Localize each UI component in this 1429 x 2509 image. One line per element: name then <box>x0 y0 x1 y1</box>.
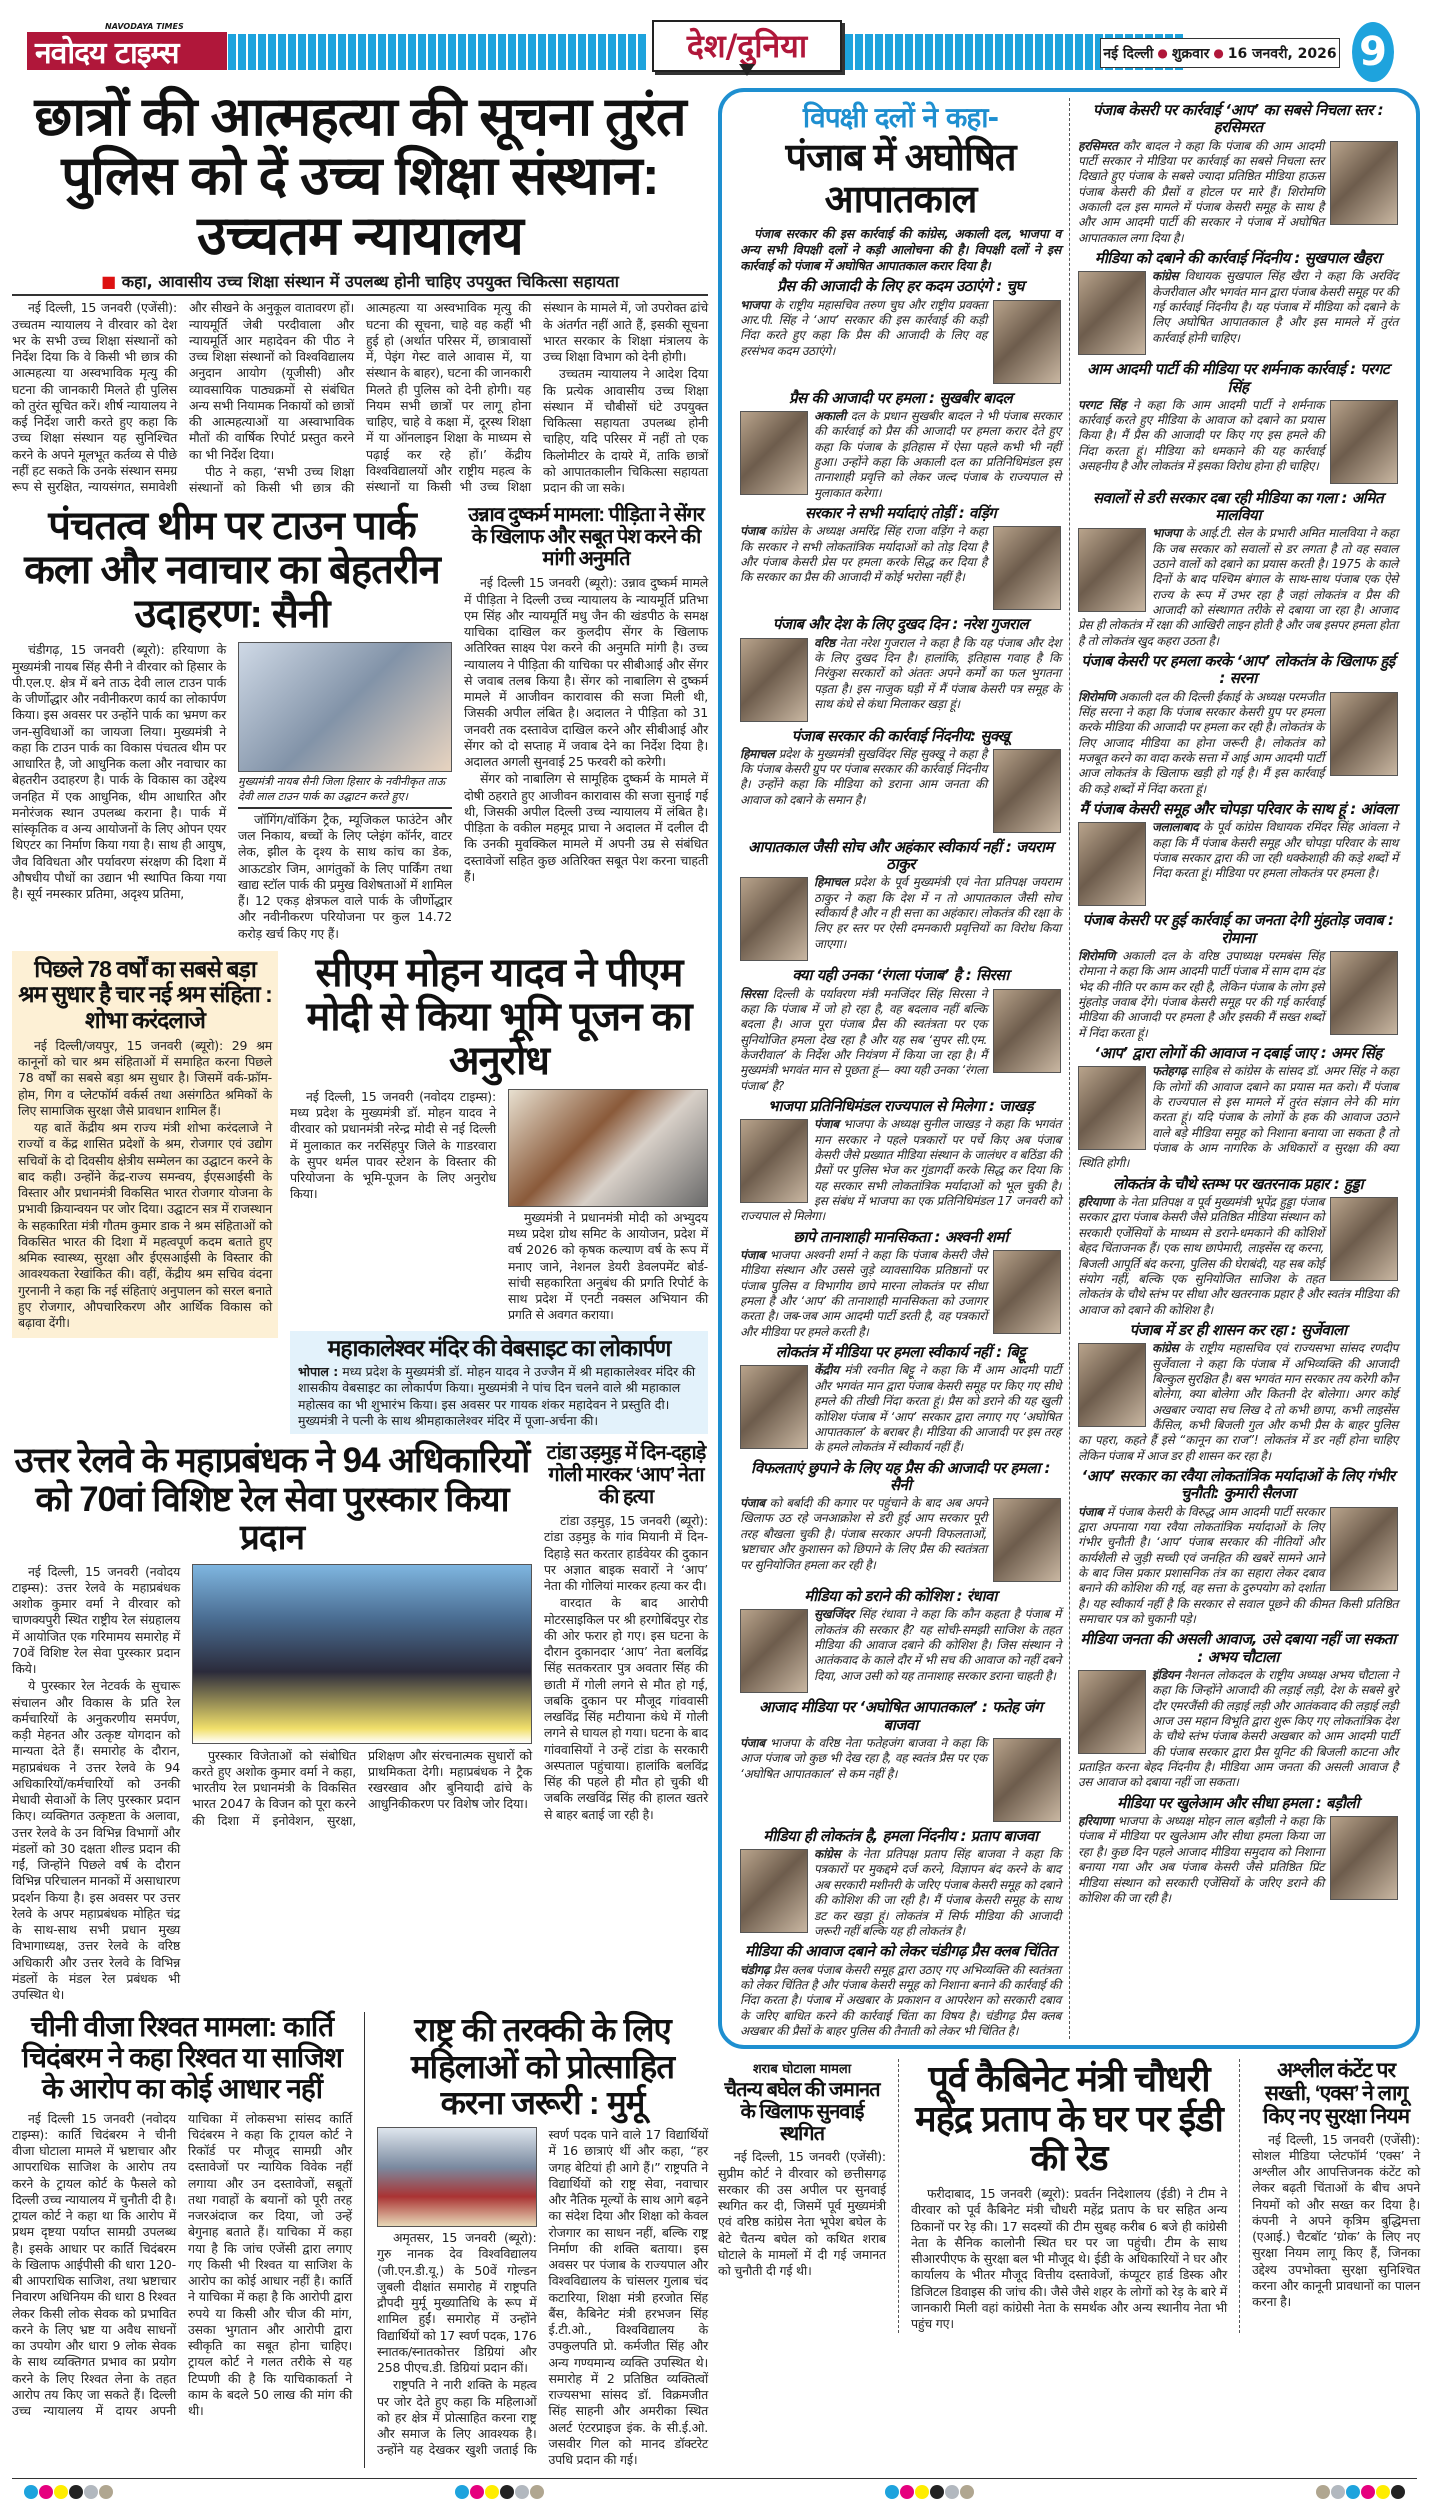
statement-lead: पंजाब <box>740 524 765 539</box>
statement-item <box>1078 1322 1398 1464</box>
baghel-story <box>718 2059 886 2280</box>
city: नई दिल्ली <box>1103 45 1154 62</box>
labour-body <box>18 1038 272 1332</box>
statement-lead: वरिष्ठ <box>814 635 835 650</box>
portrait-photo <box>993 749 1061 833</box>
statement-item <box>740 1828 1061 1939</box>
portrait-photo <box>1078 822 1146 906</box>
visa-body <box>12 2111 352 2420</box>
statement-lead: हिमाचल <box>814 875 849 890</box>
color-registration-marks <box>885 2485 974 2499</box>
statement-body: भाजपा के अध्यक्ष सुनील जाखड़ ने कहा कि भगवंत मान सरकार ने पहले पत्रकारों पर पर्चे किए अब पंजाब केसरी जैसे प्रख्यात मीडिया संस्थान के जालंधर व बठिंडा की प्रैसों पर पुलिस भेज कर गुंडागर्दी करके सिद्ध कर दिया कि यह सरकार सभी लोकतांत्रिक मर्यादाओं को भूल चुकी है। इस संबंध में भाजपा का एक प्रतिनिधिमंडल 17 जनवरी को राज्यपाल से मिलेगा। <box>740 1117 1061 1224</box>
statement-lead: पंजाब <box>740 1496 765 1511</box>
visa-para: नई दिल्ली 15 जनवरी (नवोदय टाइम्स): कार्ति चिदंबरम ने चीनी वीजा घोटाला मामले में भ्रष्टाचार और आपराधिक साजिश के आरोप तय करने के ट्रायल कोर्ट के फैसले को दिल्ली उच्च न्यायालय में चुनौती दी है। ट्रायल कोर्ट ने कहा था कि आरोप में प्रथम दृष्टया पर्याप्त सामग्री उपलब्ध है। इसके आधार पर कार्ति चिदंबरम के खिलाफ आईपीसी की धारा 120-बी आपराधिक साजिश, तथा भ्रष्टाचार निवारण अधिनियम की धारा 8 रिश्वत लेकर किसी लोक सेवक को प्रभावित करने के लिए भ्रष्ट या अवैध साधनों का उपयोग और धारा 9 लोक सेवक के साथ व्यक्तिगत प्रभाव का प्रयोग करने के लिए रिश्वत लेना के तहत आरोप तय किए जा सकते हैं। दिल्ली उच्च न्यायालय में दायर अपनी याचिका में लोकसभा सांसद कार्ति चिदंबरम ने कहा कि ट्रायल कोर्ट ने रिकॉर्ड पर मौजूद सामग्री और दस्तावेजों पर न्यायिक विवेक नहीं लगाया और उन दस्तावेजों, सबूतों तथा गवाहों के बयानों को पूरी तरह नजरअंदाज कर दिया, जो उन्हें बेगुनाह बताते हैं। याचिका में कहा गया है कि जांच एजेंसी द्वारा लगाए गए किसी भी रिश्वत या साजिश के आरोप का कोई आधार नहीं है। कार्ति ने याचिका में कहा है कि आरोपी द्वारा रुपये या किसी और चीज की मांग, उसका भुगतान और आरोपी द्वारा स्वीकृति का सबूत होना चाहिए। ट्रायल कोर्ट ने गलत तरीके से यह टिप्पणी की है कि याचिकाकर्ता ने काम के बदले 50 लाख की मांग की थी। <box>12 2110 352 2419</box>
murmu-body <box>377 2127 708 2468</box>
masthead-brand: नवोदय टाइम्स <box>27 32 227 70</box>
statement-item <box>740 616 1061 723</box>
statement-item <box>740 1699 1061 1824</box>
statement-item <box>1078 1795 1398 1906</box>
statement-lead: चंडीगढ़ <box>740 1962 770 1977</box>
statement-headline: पंजाब केसरी पर हुई कार्रवाई का जनता देगी मुंहतोड़ जवाब : रोमाना <box>1082 911 1394 947</box>
statement-headline: लोकतंत्र के चौथे स्तम्भ पर खतरनाक प्रहार : हुड्डा <box>1113 1174 1363 1193</box>
statement-body: के नेता प्रतिपक्ष प्रताप सिंह बाजवा ने कहा कि पत्रकारों पर मुकद्दमे दर्ज करने, विज्ञापन बंद करने के बाद अब सरकारी मशीनरी के जरिए पंजाब केसरी समूह को दबाने की कोशिश की जा रही है। मैं पंजाब केसरी समूह के साथ डट कर खड़ा हूं। लोकतंत्र में सिर्फ मीडिया की आजादी जरूरी नहीं बल्कि यह ही लोकतंत्र है। <box>814 1847 1061 1938</box>
color-registration-marks <box>24 2485 113 2499</box>
statement-item <box>1078 250 1398 357</box>
portrait-photo <box>993 526 1061 610</box>
section-label: देश/दुनिया <box>652 20 842 72</box>
statement-body: प्रदेश के पूर्व मुख्यमंत्री एवं नेता प्रतिपक्ष जयराम ठाकुर ने कहा कि देश में न तो आपातकाल जैसी सोच स्वीकार्य है और न ही सत्ता का अहंकार। लोकतंत्र की रक्षा के लिए हर स्तर पर ऐसी दमनकारी प्रवृत्तियों का विरोध किया जाएगा। <box>814 875 1061 951</box>
statement-lead: पंजाब <box>740 1248 765 1263</box>
park-unnao-row <box>12 504 708 943</box>
portrait-photo <box>1078 1066 1146 1150</box>
statement-body: सिंह रंधावा ने कहा कि कौन कहता है पंजाब में लोकतंत्र की सरकार है? यह सोची-समझी साजिश के तहत मीडिया की आवाज दबाने की कोशिश है। जिस संस्थान ने आतंकवाद के काले दौर में भी सच की आवाज को नहीं दबने दिया, आज उसी को यह तानाशाह सरकार डराना चाहती है। <box>814 1607 1061 1683</box>
lead-headline: छात्रों की आत्महत्या की सूचना तुरंत पुलिस को दें उच्च शिक्षा संस्थान: उच्चतम न्यायालय <box>34 87 686 266</box>
statement-headline: मीडिया पर खुलेआम और सीधा हमला : बड़ौली <box>1117 1793 1359 1812</box>
column-divider <box>364 2012 365 2468</box>
unnao-headline: उन्नाव दुष्कर्म मामला: पीड़िता ने सेंगर के खिलाफ और सबूत पेश करने की मांगी अनुमति <box>468 504 704 571</box>
mohan-column <box>290 951 708 1434</box>
railway-para: नई दिल्ली, 15 जनवरी (नवोदय टाइम्स): उत्तर रेलवे के महाप्रबंधक अशोक कुमार वर्मा ने वीरवार को चाणक्यपुरी स्थित राष्ट्रीय रेल संग्रहालय में आयोजित एक गरिमामय समारोह में 70वें विशिष्ट रेल सेवा पुरस्कार प्रदान किये। <box>12 1563 180 1676</box>
statement-item <box>740 1588 1061 1695</box>
lead-body <box>12 300 708 496</box>
railway-body-col3 <box>192 1748 532 1829</box>
page-footer <box>12 2478 1417 2509</box>
baghel-kicker: शराब घोटाला मामला <box>752 2062 852 2078</box>
baghel-body <box>718 2149 886 2279</box>
portrait-photo <box>740 411 808 495</box>
labour-headline: पिछले 78 वर्षों का सबसे बड़ा श्रम सुधार है चार नई श्रम संहिता : शोभा करंदलाजे <box>18 955 272 1033</box>
statement-item <box>1078 1631 1398 1790</box>
statement-headline: ‘आप’ सरकार का रवैया लोकतांत्रिक मर्यादाओं के लिए गंभीर चुनौती: कुमारी सैलजा <box>1081 1467 1395 1503</box>
labour-box <box>12 951 278 1338</box>
statement-headline: पंजाब सरकार की कार्रवाई निंदनीय: सुक्खू <box>791 726 1010 745</box>
statement-item <box>1078 912 1398 1041</box>
tanda-para: वारदात के बाद आरोपी मोटरसाइकिल पर श्री हरगोबिंदपुर रोड की ओर फरार हो गए। इस घटना के दौरान दुकानदार ‘आप’ नेता बलविंद्र सिंह सतकरतार पुत्र अवतार सिंह की छाती में गोली लगने से मौत हो गई, जबकि दुकान पर मौजूद गांववासी लखविंद्र सिंह मटीयाना कंधे में गोली लगने से घायल हो गया। घटना के बाद गांववासियों ने उन्हें टांडा के सरकारी अस्पताल पहुंचाया। हालांकि बलविंद्र सिंह की पहले ही मौत हो चुकी थी जबकि लखविंद्र सिंह की हालत खतरे से बाहर बताई जा रही है। <box>544 1595 708 1822</box>
statement-body: अकाली दल के वरिष्ठ उपाध्यक्ष परमबंस सिंह रोमाना ने कहा कि आम आदमी पार्टी पंजाब में साम दाम दंड भेद की नीति पर काम कर रही है, लेकिन पंजाब के लोग इसे मुंहतोड़ जवाब देंगे। पंजाब केसरी समूह पर की गई कार्रवाई मीडिया की आजादी पर हमला है और इसकी मैं सख्त शब्दों में निंदा करता हूं। <box>1078 948 1324 1040</box>
statement-headline: सरकार ने सभी मर्यादाएं तोड़ीं : वड़िंग <box>804 504 997 522</box>
statement-lead: हरसिमरत <box>1078 138 1118 153</box>
mohan-body <box>290 1089 496 1204</box>
park-story <box>12 504 452 943</box>
park-caption: मुख्यमंत्री नायब सैनी जिला हिसार के नवीनीकृत ताऊ देवी लाल टाउन पार्क का उद्घाटन करते हुए। <box>238 772 452 809</box>
statement-body: विधायक सुखपाल सिंह खैरा ने कहा कि अरविंद केजरीवाल और भगवंत मान द्वारा पंजाब केसरी समूह पर की गई कार्रवाई निंदनीय है। यह पंजाब में मीडिया को दबाने के लिए अघोषित आपातकाल है और इस मामले में तुरंत कार्रवाई होनी चाहिए। <box>1152 269 1398 345</box>
statement-item <box>1078 490 1398 649</box>
punjab-left-column <box>732 98 1069 2039</box>
ed-raid-story <box>911 2059 1227 2333</box>
tanda-body <box>544 1513 708 1823</box>
portrait-photo <box>1078 1343 1146 1427</box>
statement-list-left <box>740 278 1061 2039</box>
statement-headline: क्या यही उनका ‘रंगला पंजाब’ है : सिरसा <box>792 966 1009 985</box>
lead-para: पीठ ने कहा, ‘सभी उच्च शिक्षा संस्थानों को किसी भी छात्र की आत्महत्या या अस्वभाविक मृत्यु की घटना की सूचना, चाहे वह कहीं भी हुई हो (अर्थात परिसर में, छात्रावासों में, पेइंग गेस्ट वाले आवास में, या संस्थान के बाहर), घटना की जानकारी मिलते ही पुलिस को देनी होगी। यह नियम सभी छात्रों पर लागू होना चाहिए, चाहे वे कक्षा में, दूरस्थ शिक्षा में या ऑनलाइन शिक्षा के माध्यम से पढ़ाई कर रहे हों।’ केंद्रीय विश्वविद्यालयों और राष्ट्रीय महत्व के संस्थानों या किसी भी उच्च शिक्षा संस्थान के मामले में, जो उपरोक्त ढांचे के अंतर्गत नहीं आते हैं, इसकी सूचना भारत सरकार के शिक्षा मंत्रालय के उच्च शिक्षा विभाग को देनी होगी। <box>189 300 708 496</box>
statement-body: दिल्ली के पर्यावरण मंत्री मनजिंदर सिंह सिरसा ने कहा कि पंजाब में जो हो रहा है, वह बदलाव नहीं बल्कि बदला है। आज पूरा पंजाब प्रैस की स्वतंत्रता पर एक सुनियोजित हमला देख रहा है और यह सब ‘सुपर सी.एम. केजरीवाल’ के निर्देश और नियंत्रण में किया जा रहा है। मैं मुख्यमंत्री भगवंत मान से पूछता हूं— क्या यही उनका ‘रंगला पंजाब’ है? <box>740 986 987 1093</box>
railway-tanda-row <box>12 1442 708 2004</box>
portrait-photo <box>1078 271 1146 355</box>
park-photo <box>238 642 452 772</box>
ed-body <box>911 2186 1227 2332</box>
statement-item <box>740 728 1061 835</box>
left-region <box>12 88 708 2468</box>
statement-lead: शिरोमणि <box>1078 689 1116 704</box>
statement-item <box>1078 1045 1398 1172</box>
statement-body: के राष्ट्रीय महासचिव तरुण चुघ और राष्ट्रीय प्रवक्ता आर.पी. सिंह ने ‘आप’ सरकार की इस कार्रवाई की कड़ी निंदा करते हुए कहा कि प्रैस की आजादी के लिए वह हरसंभव कदम उठाएंगे। <box>740 297 987 358</box>
statement-headline: मीडिया को दबाने की कार्रवाई निंदनीय : सुखपाल खैहरा <box>1094 249 1382 268</box>
park-body-col1 <box>12 642 226 903</box>
portrait-photo <box>1330 692 1398 776</box>
statement-lead: हिमाचल <box>740 746 775 761</box>
tanda-para: टांडा उड़मुड़, 15 जनवरी (ब्यूरो): टांडा उड़मुड़ के गांव मियानी में दिन-दिहाड़े सत करतार हार्डवेयर की दुकान पर अज्ञात बाइक सवारों ने ‘आप’ नेता की गोलियां मारकर हत्या कर दी। <box>544 1513 708 1593</box>
statement-text <box>740 1963 1061 2040</box>
statement-body: के राष्ट्रीय महासचिव एवं राज्यसभा सांसद रणदीप सुर्जेवाला ने कहा कि पंजाब में अभिव्यक्ति की आजादी बिल्कुल सुरक्षित है। बस भगवंत मान सरकार तय करेगी कौन बोलेगा, क्या बोलेगा और कितनी देर बोलेगा। अगर कोई अखबार ज्यादा सच लिख दे तो कभी छापा, कभी लाइसेंस कैंसिल, कभी बिजली गुल और कभी प्रैस के बाहर पुलिस का पहरा, कहते हैं इसे “कानून का राज”! लोकतंत्र में डर नहीं होना चाहिए लेकिन पंजाब में आज डर ही शासन कर रहा है। <box>1078 1341 1398 1463</box>
statement-headline: आपातकाल जैसी सोच और अहंकार स्वीकार्य नहीं : जयराम ठाकुर <box>748 837 1053 873</box>
unnao-para: नई दिल्ली 15 जनवरी (ब्यूरो): उन्नाव दुष्कर्म मामले में पीड़िता ने दिल्ली उच्च न्यायालय के न्यायमूर्ति प्रतिभा एम सिंह और न्यायमूर्ति मधु जैन की खंडपीठ के समक्ष याचिका दाखिल कर कुलदीप सेंगर के खिलाफ अतिरिक्त साक्ष्य पेश करने की अनुमति मांगी है। उच्च न्यायालय ने पीड़िता की याचिका पर सीबीआई और सेंगर से जवाब तलब किया है। सेंगर को नाबालिग से दुष्कर्म मामले में आजीवन कारावास की सजा मिली थी, जिसकी अपील लंबित है। अदालत ने पीड़िता को 31 जनवरी तक दस्तावेज दाखिल करने और सीबीआई और सेंगर को दो सप्ताह में जवाब देने का निर्देश दिया है। अदालत अगली सुनवाई 25 फरवरी को करेगी। <box>464 575 708 770</box>
statement-body: को बर्बादी की कगार पर पहुंचाने के बाद अब अपने खिलाफ उठ रहे जनआक्रोश से डरी हुई आप सरकार पूरी तरह बौखला चुकी है। पंजाब सरकार अपनी विफलताओं, भ्रष्टाचार और कुशासन को छिपाने के लिए प्रैस की स्वतंत्रता पर सुनियोजित हमला कर रही है। <box>740 1496 987 1572</box>
x-rules-headline: अश्लील कंटेंट पर सख्ती, ‘एक्स’ ने लागू किए नए सुरक्षा नियम <box>1262 2059 1410 2129</box>
bullet-icon: ● <box>1213 46 1224 60</box>
portrait-photo <box>740 877 808 961</box>
statement-item <box>740 1098 1061 1225</box>
portrait-photo <box>1330 400 1398 484</box>
statement-item <box>1078 1468 1398 1627</box>
portrait-photo <box>993 300 1061 384</box>
column-divider <box>1239 2059 1240 2333</box>
lead-story <box>12 272 708 496</box>
unnao-story <box>464 504 708 886</box>
page-body <box>0 88 1429 2468</box>
park-para: जॉगिंग/वॉकिंग ट्रैक, म्यूजिकल फाउंटेन और जल निकाय, बच्चों के लिए प्लेइंग कॉर्नर, वाटर लेक, झील के दृश्य के साथ कांच का डेक, आऊटडोर जिम, आगंतुकों के लिए पार्किंग तथा खाद्य स्टॉल पार्क की प्रमुख विशेषताओं में शामिल हैं। 12 एकड़ क्षेत्रफल वाले पार्क के जीर्णोद्धार और नवीनीकरण परियोजना पर कुल 14.72 करोड़ खर्च किए गए हैं। <box>238 811 452 941</box>
statement-headline: प्रैस की आजादी पर हमला : सुखबीर बादल <box>788 388 1013 407</box>
portrait-photo <box>740 1119 808 1203</box>
statement-item <box>1078 102 1398 246</box>
statement-body: नेता नरेश गुजराल ने कहा है कि यह पंजाब और देश के लिए दुखद दिन है। हालांकि, इतिहास गवाह है कि निरंकुश सरकारों को अंततः अपने कर्मों का फल भुगतना पड़ता है। इस नाजुक घड़ी में मैं पंजाब केसरी पत्र समूह के साथ कंधे से कंधा मिलाकर खड़ा हूं। <box>814 635 1061 711</box>
portrait-photo <box>993 1738 1061 1822</box>
mahakal-body: मध्य प्रदेश के मुख्यमंत्री डॉ. मोहन यादव ने उज्जैन में श्री महाकालेश्वर मंदिर की शासकीय वेबसाइट का लोकार्पण किया। मुख्यमंत्री ने पांच दिन चलने वाले श्री महाकाल महोत्सव का भी शुभारंभ किया। इस अवसर पर गायक शंकर महादेवन ने प्रस्तुति दी। मुख्यमंत्री ने पत्नी के साथ श्रीमहाकालेश्वर मंदिर में पूजा-अर्चना की। <box>298 1364 696 1428</box>
baghel-headline: चैतन्य बघेल की जमानत के खिलाफ सुनवाई स्थगित <box>724 2079 880 2146</box>
mohan-body-col2 <box>508 1210 708 1324</box>
column-divider <box>898 2059 899 2333</box>
mohan-modi-photo <box>508 1089 708 1207</box>
statement-lead: कांग्रेस <box>1152 269 1179 284</box>
tanda-story <box>544 1442 708 1824</box>
statement-body: के पूर्व कांग्रेस विधायक रमिंदर सिंह आंवला ने कहा कि मैं पंजाब केसरी समूह और चोपड़ा परिवार के साथ पंजाब सरकार द्वारा की जा रही धक्केशाही की कड़े शब्दों में निंदा करता हूं। मीडिया पर हमला लोकतंत्र पर हमला है। <box>1152 820 1398 881</box>
statement-headline: मीडिया को डराने की कोशिश : रंधावा <box>804 1587 997 1606</box>
statement-lead: फतेहगढ़ <box>1152 1064 1187 1079</box>
statement-headline: छापे तानाशाही मानसिकता : अश्वनी शर्मा <box>793 1227 1008 1246</box>
portrait-photo <box>1078 1670 1146 1754</box>
statement-lead: भाजपा <box>740 297 770 312</box>
tanda-headline: टांडा उड़मुड़ में दिन-दहाड़े गोली मारकर ‘आप’ नेता की हत्या <box>546 1442 706 1508</box>
portrait-photo <box>1330 141 1398 225</box>
statement-headline: पंजाब केसरी पर कार्रवाई ‘आप’ का सबसे निचला स्तर : हरसिमरत <box>1092 101 1384 137</box>
visa-story <box>12 2012 352 2420</box>
dateline-box <box>1100 38 1340 68</box>
statement-body: कांग्रेस के अध्यक्ष अमरिंद्र सिंह राजा वड़िंग ने कहा कि सरकार ने सभी लोकतांत्रिक मर्यादाओं को तोड़ दिया है और पंजाब केसरी प्रेस पर हमला करके सिद्ध कर दिया है कि सरकार का प्रैस की आजादी में कोई भरोसा नहीं है। <box>740 524 987 585</box>
railway-headline: उत्तर रेलवे के महाप्रबंधक ने 94 अधिकारियों को 70वां विशिष्ट रेल सेवा पुरस्कार किया प्रदान <box>14 1441 530 1557</box>
statement-headline: लोकतंत्र में मीडिया पर हमला स्वीकार्य नहीं : बिट्टू <box>775 1343 1026 1362</box>
statement-lead: पंजाब <box>740 1735 765 1750</box>
statement-body: ने कहा कि आम आदमी पार्टी ने शर्मनाक कार्रवाई करते हुए मीडिया के आवाज को दबाने का प्रयास किया है। मैं प्रैस की आजादी पर किए गए इस हमले की निंदा करता हूं। मीडिया को धमकाने की यह कार्रवाई असहनीय है और लोकतंत्र में इसका विरोध होना ही चाहिए। <box>1078 397 1324 474</box>
statement-lead: परगट सिंह <box>1078 397 1126 412</box>
statement-item <box>740 1460 1061 1585</box>
portrait-photo <box>993 1498 1061 1582</box>
statement-item <box>740 967 1061 1094</box>
portrait-photo <box>740 1609 808 1693</box>
murmu-convocation-photo <box>377 2127 537 2227</box>
statement-body: मंत्री रवनीत बिट्टू ने कहा कि मैं आम आदमी पार्टी और भगवंत मान द्वारा पंजाब केसरी समूह पर किए गए सीधे हमले की तीखी निंदा करता हूं। प्रैस को डराने की यह खुली कोशिश पंजाब में ‘आप’ सरकार द्वारा लगाए गए ‘अघोषित आपातकाल’ के बराबर है। मीडिया की आजादी पर इस तरह के हमले लोकतंत्र में स्वीकार्य नहीं हैं। <box>814 1363 1061 1455</box>
statement-lead: कांग्रेस <box>1152 1341 1179 1356</box>
statement-body: दल के प्रधान सुखबीर बादल ने भी पंजाब सरकार की कार्रवाई को प्रैस की आजादी पर हमला करार देते हुए कहा कि पंजाब के इतिहास में ऐसा पहले कभी भी नहीं हुआ। उन्होंने कहा कि अकाली दल का प्रतिनिधिमंडल इस तानाशाही प्रवृत्ति को लेकर जल्द पंजाब के राज्यपाल से मुलाकात करेगा। <box>814 408 1061 500</box>
statement-headline: पंजाब केसरी पर हमला करके ‘आप’ लोकतंत्र के खिलाफ हुई : सरना <box>1081 652 1395 688</box>
statement-lead: इंडियन <box>1152 1667 1180 1682</box>
square-bullet-icon: ■ <box>101 272 122 292</box>
statement-lead: पंजाब <box>1078 1504 1103 1519</box>
header-stripes-left <box>228 34 648 70</box>
labour-para: यह बातें केंद्रीय श्रम राज्य मंत्री शोभा करंदलाजे ने राज्यों व केंद्र शासित प्रदेशों के श्रम, रोजगार एवं उद्योग सचिवों के दो दिवसीय क्षेत्रीय सम्मेलन का उद्घाटन करने के बाद कही। उन्होंने केंद्र-राज्य समन्वय, ईएसआईसी के विस्तार और प्रधानमंत्री विकसित भारत रोजगार योजना के प्रभावी क्रियान्वयन पर जोर दिया। उद्घाटन सत्र में राजस्थान के सहकारिता मंत्री गौतम कुमार डाक ने श्रम संहिताओं को विकसित भारत की दिशा में महत्वपूर्ण कदम बताते हुए श्रमिक स्वास्थ्य, सुरक्षा और ईएसआईसी के विस्तार की आवश्यकता रेखांकित की। वहीं, केंद्रीय श्रम सचिव वंदना गुरनानी ने कहा कि नई संहिताएं अनुपालन को सरल बनाते हुए रोजगार, औपचारिकरण और आर्थिक विकास को बढ़ावा देंगी। <box>18 1120 272 1331</box>
statement-body: में पंजाब केसरी के विरुद्ध आम आदमी पार्टी सरकार द्वारा अपनाया गया रवैया लोकतांत्रिक मर्यादाओं के लिए गंभीर चुनौती है। ‘आप’ पंजाब सरकार की नीतियों और कार्यशैली से जुड़ी सच्ची एवं जनहित की खबरें सामने आने के बाद जिस प्रकार प्रशासनिक तंत्र का सहारा लेकर दबाव बनाने की कोशिश की गई, वह सत्ता के दुरुपयोग को दर्शाता है। यह स्वीकार्य नहीं है कि सरकार से सवाल पूछने की कीमत किसी प्रतिष्ठित समाचार पत्र को चुकानी पड़े। <box>1078 1504 1398 1627</box>
punjab-headline: पंजाब में अघोषित आपातकाल <box>785 137 1016 221</box>
statement-body: भाजपा के वरिष्ठ नेता फतेहजंग बाजवा ने कहा कि आज पंजाब जो कुछ भी देख रहा है, वह स्वतंत्र प्रैस पर एक ‘अघोषित आपातकाल’ से कम नहीं है। <box>740 1735 987 1781</box>
weekday: शुक्रवार <box>1171 45 1210 62</box>
statement-item <box>1078 361 1398 486</box>
statement-item <box>740 278 1061 385</box>
color-registration-marks <box>1316 2485 1405 2499</box>
statement-body: के आई.टी. सेल के प्रभारी अमित मालविया ने कहा कि जब सरकार को सवालों से डर लगता है तो वह सवाल उठाने वालों को दबाने का प्रयास करती है। 1975 के काले दिनों के बाद पश्चिम बंगाल के साथ-साथ पंजाब एक ऐसे राज्य के रूप में उभर रहा है जहां लोकतंत्र व प्रैस की आजादी को संस्थागत तरीके से दबाया जा रहा है। आजाद प्रेस ही लोकतंत्र में रक्षा की आखिरी लाइन होती है और जब इसपर हमला होता है तो लोकतंत्र खुद कहरा उठता है। <box>1078 526 1398 648</box>
visa-headline: चीनी वीजा रिश्वत मामला: कार्ति चिदंबरम ने कहा रिश्वत या साजिश के आरोप का कोई आधार नहीं <box>21 2011 343 2104</box>
statement-lead: जलालाबाद <box>1152 820 1199 835</box>
statement-body: भाजपा अश्वनी शर्मा ने कहा कि पंजाब केसरी जैसे मीडिया संस्थान और उससे जुड़े व्यावसायिक प्रतिष्ठानों पर पंजाब पुलिस व विभागीय छापे मारना लोकतंत्र पर सीधा हमला है और ‘आप’ की तानाशाही मानसिकता को उजागर करता है। जब-जब आम आदमी पार्टी डरती है, वह पत्रकारों और मीडिया पर हमले करती है। <box>740 1248 987 1339</box>
statement-lead: हरियाणा <box>1078 1195 1114 1210</box>
bottom-right-row <box>718 2059 1420 2333</box>
portrait-photo <box>1330 1197 1398 1281</box>
park-col2 <box>238 642 452 943</box>
lead-para: नई दिल्ली, 15 जनवरी (एजेंसी): उच्चतम न्यायालय ने वीरवार को देश भर के सभी उच्च शिक्षा संस्थानों को निर्देश दिया कि वे किसी भी छात्र की आत्महत्या या अस्वभाविक मृत्यु की घटना की जानकारी मिलते ही पुलिस को तुरंत सूचित करें। शीर्ष न्यायालय ने कई निर्देश जारी करते हुए कहा कि उच्च शिक्षा संस्थान यह सुनिश्चित करने के अपने मूलभूत कर्तव्य से पीछे नहीं हट सकते कि उनके संस्थान समग्र रूप से सुरक्षित, न्यायसंगत, समावेशी और सीखने के अनुकूल वातावरण हों। न्यायमूर्ति जेबी परदीवाला और न्यायमूर्ति आर महादेवन की पीठ ने उच्च शिक्षा संस्थानों को विश्वविद्यालय अनुदान आयोग (यूजीसी) और व्यावसायिक पाठ्यक्रमों से संबंधित अन्य सभी नियामक निकायों को छात्रों की आत्महत्याओं या अस्वाभाविक मौतों की वार्षिक रिपोर्ट प्रस्तुत करने का भी निर्देश दिया। <box>12 300 354 495</box>
railway-body-col1 <box>12 1564 180 2005</box>
statement-headline: पंजाब और देश के लिए दुखद दिन : नरेश गुजराल <box>772 615 1029 634</box>
park-para: चंडीगढ़, 15 जनवरी (ब्यूरो): हरियाणा के मुख्यमंत्री नायब सिंह सैनी ने वीरवार को हिसार के पी.एल.ए. क्षेत्र में बने ताऊ देवी लाल टाउन पार्क के जीर्णोद्धार और नवीनीकरण कार्य का लोकार्पण किया। इस अवसर पर उन्होंने पार्क का भ्रमण कर जन-सुविधाओं का जायजा लिया। मुख्यमंत्री ने कहा कि टाउन पार्क का विकास पंचतत्व थीम पर आधारित है, जो आधुनिक कला और नवाचार का बेहतरीन उदाहरण है। पार्क के विकास का उद्देश्य जनहित में एक आधुनिक, थीम आधारित और मनोरंजक स्थान उपलब्ध कराना है। पार्क में सांस्कृतिक व अन्य आयोजनों के लिए ओपन एयर थिएटर का निर्माण किया गया है। साथ ही आयुष, जैव विविधता और पर्यावरण संरक्षण की दिशा में औषधीय पौधों का उद्यान भी स्थापित किया गया है। सूर्य नमस्कार प्रतिमा, अदृश्य प्रतिमा, <box>12 642 226 902</box>
date: 16 जनवरी, 2026 <box>1227 45 1337 62</box>
portrait-photo <box>1330 1816 1398 1900</box>
visa-murmu-row <box>12 2012 708 2468</box>
portrait-photo <box>993 1250 1061 1334</box>
mahakal-place: भोपाल : <box>298 1364 339 1379</box>
statement-headline: ‘आप’ द्वारा लोगों की आवाज न दबाई जाए : अमर सिंह <box>1094 1044 1382 1063</box>
statement-headline: पंजाब में डर ही शासन कर रहा : सुर्जेवाला <box>1129 1320 1347 1339</box>
statement-body: भाजपा के अध्यक्ष मोहन लाल बड़ौली ने कहा कि पंजाब में मीडिया पर खुलेआम और सीधा हमला किया जा रहा है। कुछ दिन पहले आजाद मीडिया समुदाय को निशाना बनाया गया और अब पंजाब केसरी जैसे प्रतिष्ठित प्रिंट मीडिया संस्थान को सरकारी एजेंसियों के जरिए डराने की कोशिश की जा रही है। <box>1078 1814 1324 1905</box>
statement-headline: आजाद मीडिया पर ‘अघोषित आपातकाल’ : फतेह जंग बाजवा <box>758 1698 1043 1734</box>
statement-body: प्रैस क्लब पंजाब केसरी समूह द्वारा उठाए गए अभिव्यक्ति की स्वतंत्रता को लेकर चिंतित है और पंजाब केसरी समूह को निशाना बनाने की कार्रवाई की निंदा करता है। पंजाब में अखबार के प्रकाशन व आपरेशन को सरकारी दबाव के जरिए बाधित करने की कार्रवाई चिंता का विषय है। चंडीगढ़ प्रैस क्लब अखबार की प्रैसों के बाहर पुलिस की तैनाती को लेकर भी चिंतित है। <box>740 1962 1061 2038</box>
statement-headline: सवालों से डरी सरकार दबा रही मीडिया का गला : अमित मालविया <box>1092 488 1384 525</box>
mohan-para: नई दिल्ली, 15 जनवरी (नवोदय टाइम्स): मध्य प्रदेश के मुख्यमंत्री डॉ. मोहन यादव ने वीरवार को प्रधानमंत्री नरेन्द्र मोदी से नई दिल्ली में मुलाकात कर नरसिंहपुर जिले के गाडरवारा के सुपर थर्मल पावर स्टेशन के विस्तार की परियोजना के भूमि-पूजन के लिए अनुरोध किया। <box>290 1088 496 1202</box>
lead-subhead <box>12 272 708 296</box>
statement-item <box>1078 801 1398 908</box>
page-number: 9 <box>1352 22 1394 82</box>
portrait-photo <box>1078 528 1146 612</box>
bullet-icon: ● <box>1157 46 1168 60</box>
statement-headline: विफलताएं छुपाने के लिए यह प्रैस की आजादी पर हमला : सैनी <box>750 1458 1051 1494</box>
punjab-feature-box <box>718 88 1420 2049</box>
portrait-photo <box>1330 951 1398 1035</box>
statement-item <box>740 390 1061 501</box>
statement-list-right <box>1078 102 1398 1906</box>
railway-award-photo <box>192 1564 532 1744</box>
baghel-para: नई दिल्ली, 15 जनवरी (एजेंसी): सुप्रीम कोर्ट ने वीरवार को छत्तीसगढ़ सरकार की उस अपील पर सुनवाई स्थगित कर दी, जिसमें पूर्व मुख्यमंत्री एवं वरिष्ठ कांग्रेस नेता भूपेश बघेल के बेटे चैतन्य बघेल को कथित शराब घोटाले के मामलों में दी गई जमानत को चुनौती दी गई थी। <box>718 2149 886 2279</box>
murmu-headline: राष्ट्र की तरक्की के लिए महिलाओं को प्रोत्साहित करना जरूरी : मुर्मू <box>410 2011 675 2121</box>
unnao-body <box>464 575 708 885</box>
statement-item <box>740 1943 1061 2039</box>
mohan-para: मुख्यमंत्री ने प्रधानमंत्री मोदी को अभ्युदय मध्य प्रदेश ग्रोथ समिट के आयोजन, प्रदेश में वर्ष 2026 को कृषक कल्याण वर्ष के रूप में मनाए जाने, नेशनल डेयरी डेवलपमेंट बोर्ड-सांची सहकारिता अनुबंध की प्रगति रिपोर्ट के साथ प्रदेश में एनटी नक्सल अभियान की प्रगति से अवगत कराया। <box>508 1209 708 1323</box>
statement-headline: मीडिया की आवाज दबाने को लेकर चंडीगढ़ प्रैस क्लब चिंतित <box>744 1942 1057 1961</box>
statement-body: नैशनल लोकदल के राष्ट्रीय अध्यक्ष अभय चौटाला ने कहा कि जिन्होंने आजादी की लड़ाई लड़ी, देश के सबसे बुरे दौर एमरजैंसी की लड़ाई लड़ी और आतंकवाद की लड़ाई लड़ी आज उस महान विभूति द्वारा शुरू किए गए लोकतांत्रिक देश के चौथे स्तंभ पंजाब केसरी अखबार को आम आदमी पार्टी की पंजाब सरकार द्वारा प्रैस यूनिट की बिजली काटना और प्रताड़ित करना बेहद निंदनीय है। मीडिया आम जनता की असली आवाज है उस आवाज को दबाया नहीं जा सकता। <box>1078 1667 1398 1790</box>
statement-lead: कांग्रेस <box>814 1847 841 1862</box>
railway-para: ये पुरस्कार रेल नेटवर्क के सुचारू संचालन और विकास के प्रति रेल कर्मचारियों के अनुकरणीय समर्पण, कड़ी मेहनत और उत्कृष्ट योगदान को मान्यता देते हैं। समारोह के दौरान, महाप्रबंधक ने उत्तर रेलवे के 94 अधिकारियों/कर्मचारियों को उनकी मेधावी सेवाओं के लिए पुरस्कार प्रदान किए। व्यक्तिगत उत्कृष्टता के अलावा, उत्तर रेलवे के उन विभिन्न विभागों और मंडलों को 30 दक्षता शील्ड प्रदान की गईं, जिन्होंने पिछले वर्ष के दौरान विभिन्न परिचालन मानकों में असाधारण प्रदर्शन किया है। इस अवसर पर उत्तर रेलवे के अपर महाप्रबंधक मोहित चंद्र के साथ-साथ सभी प्रधान मुख्य विभागाध्यक्ष, उत्तर रेलवे के वरिष्ठ अधिकारी और उत्तर रेलवे के विभिन्न मंडलों के मंडल रेल प्रबंधक भी उपस्थित थे। <box>12 1678 180 2002</box>
portrait-photo <box>740 1849 808 1933</box>
color-registration-marks <box>455 2485 544 2499</box>
statement-item <box>740 1229 1061 1340</box>
statement-item <box>1078 653 1398 797</box>
statement-body: के नेता प्रतिपक्ष व पूर्व मुख्यमंत्री भूपेंद्र हुड्डा पंजाब सरकार द्वारा पंजाब केसरी जैसे प्रतिष्ठित मीडिया संस्थान को सरकारी एजेंसियों के माध्यम से डराने-धमकाने की कोशिशें बेहद चिंताजनक हैं। एक साथ छापेमारी, लाइसेंस रद्द करना, बिजली आपूर्ति बंद करना, पुलिस की घेराबंदी, यह सब कोई संयोग नहीं, बल्कि एक सुनियोजित साजिश के तहत लोकतंत्र के चौथे स्तंभ पर सीधा और खतरनाक प्रहार है और स्वतंत्र मीडिया की आवाज को दबाने की कोशिश है। <box>1078 1195 1398 1317</box>
unnao-para: सेंगर को नाबालिग से सामूहिक दुष्कर्म के मामले में दोषी ठहराते हुए आजीवन कारावास की सजा सुनाई गई थी, जिसकी अपील दिल्ली उच्च न्यायालय में लंबित है। पीड़िता के वकील महमूद प्राचा ने अदालत में दलील दी कि उनकी मुवक्किल मामले में अपनी उम्र से संबंधित दस्तावेजों सहित कुछ अतिरिक्त सबूत पेश करना चाहती हैं। <box>464 771 708 884</box>
statement-headline: आम आदमी पार्टी की मीडिया पर शर्मनाक कार्रवाई : परगट सिंह <box>1087 360 1389 396</box>
lead-subhead-text: कहा, आवासीय उच्च शिक्षा संस्थान में उपलब्ध होनी चाहिए उपयुक्त चिकित्सा सहायता <box>121 272 619 292</box>
mohan-col2 <box>508 1089 708 1325</box>
x-rules-body <box>1252 2132 1420 2311</box>
punjab-intro: पंजाब सरकार की इस कार्रवाई की कांग्रेस, अकाली दल, भाजपा व अन्य सभी विपक्षी दलों ने कड़ी आलोचना की है। विपक्षी दलों ने इस कार्रवाई को पंजाब में अघोषित आपातकाल करार दिया है। <box>740 225 1061 274</box>
park-body-col2 <box>238 812 452 942</box>
statement-headline: प्रैस की आजादी के लिए हर कदम उठाएंगे : चुघ <box>777 277 1024 296</box>
labour-para: नई दिल्ली/जयपुर, 15 जनवरी (ब्यूरो): 29 श्रम कानूनों को चार श्रम संहिताओं में समाहित करना पिछले 78 वर्षों का सबसे बड़ा श्रम सुधार है। जिसमें वर्क-फ्रॉम-होम, गिग व प्लेटफॉर्म वर्कर्स तथा असंगठित श्रमिकों के लिए सामाजिक सुरक्षा जैसे प्रावधान शामिल हैं। <box>18 1037 272 1118</box>
statement-headline: भाजपा प्रतिनिधिमंडल राज्यपाल से मिलेगा : जाखड़ <box>768 1097 1033 1116</box>
lead-para: उच्चतम न्यायालय ने आदेश दिया कि प्रत्येक आवासीय उच्च शिक्षा संस्थान में चौबीसों घंटे उपयुक्त चिकित्सा सहायता उपलब्ध होनी चाहिए, यदि परिसर में नहीं तो एक किलोमीटर के दायरे में, ताकि छात्रों को आपातकालीन चिकित्सा सहायता प्रदान की जा सके। <box>543 366 708 496</box>
statement-item <box>740 1344 1061 1455</box>
railway-para: पुरस्कार विजेताओं को संबोधित करते हुए अशोक कुमार वर्मा ने कहा, भारतीय रेल प्रधानमंत्री के विकसित भारत 2047 के विजन को पूरा करने की दिशा में इनोवेशन, सुरक्षा, प्रशिक्षण और संरचनात्मक सुधारों को प्राथमिकता देगी। महाप्रबंधक ने ट्रैक रखरखाव और बुनियादी ढांचे के आधुनिकीकरण पर विशेष जोर दिया। <box>192 1747 532 1828</box>
x-rules-story <box>1252 2059 1420 2311</box>
portrait-photo <box>1330 1507 1398 1591</box>
statement-item <box>1078 1176 1398 1318</box>
statement-item <box>740 505 1061 612</box>
murmu-para: अमृतसर, 15 जनवरी (ब्यूरो): गुरु नानक देव विश्वविद्यालय (जी.एन.डी.यू.) के 50वें गोल्डन जुबली दीक्षांत समारोह में राष्ट्रपति द्रौपदी मुर्मू मुख्यातिथि के रूप में शामिल हुईं। समारोह में उन्होंने विद्यार्थियों को 17 स्वर्ण पदक, 176 स्नातक/स्नातकोत्तर डिग्रियां और 258 पीएच.डी. डिग्रियां प्रदान कीं। <box>377 2230 537 2376</box>
railway-col2 <box>192 1564 532 1829</box>
railway-story <box>12 1442 532 2004</box>
mohan-headline: सीएम मोहन यादव ने पीएम मोदी से किया भूमि पूजन का अनुरोध <box>306 950 692 1083</box>
statement-body: अकाली दल की दिल्ली ईकाई के अध्यक्ष परमजीत सिंह सरना ने कहा कि पंजाब सरकार केसरी ग्रुप पर हमला करके मीडिया की आजादी पर हमला कर रही है। लोकतंत्र के लिए आजाद मीडिया का होना जरूरी है। लोकतंत्र को मजबूत करने का वादा करके सत्ता में आई आम आदमी पार्टी आज लोकतंत्र के खिलाफ खड़ी हो गई है। मैं इस कार्रवाई की कड़े शब्दों में निंदा करता हूं। <box>1078 689 1324 796</box>
ed-para: फरीदाबाद, 15 जनवरी (ब्यूरो): प्रवर्तन निदेशालय (ईडी) ने टीम ने वीरवार को पूर्व कैबिनेट मंत्री चौधरी महेंद्र प्रताप के घर सहित अन्य ठिकानों पर रेड़ की। 17 सदस्यों की टीम सुबह करीब 6 बजे ही कांग्रेसी नेता के सैनिक कालोनी स्थित घर पर जा पहुंची। टीम के साथ सीआरपीएफ के सुरक्षा बल भी मौजूद थे। ईडी के अधिकारियों ने घर और कार्यालय के भीतर मौजूद वित्तीय दस्तावेजों, कंप्यूटर हार्ड डिस्क और डिजिटल डिवाइस की जांच की। जैसे जैसे शहर के लोगों को रेड़ के बारे में जानकारी मिली वहां कांग्रेसी नेता के समर्थक और अन्य स्थानीय नेता भी पहुंच गए। <box>910 2186 1228 2332</box>
masthead-brand-small: NAVODAYA TIMES <box>105 22 184 31</box>
statement-headline: मैं पंजाब केसरी समूह और चोपड़ा परिवार के साथ हूं : आंवला <box>1079 800 1397 819</box>
mahakal-box <box>290 1331 708 1434</box>
park-headline: पंचतत्व थीम पर टाउन पार्क कला और नवाचार का बेहतरीन उदाहरण: सैनी <box>24 504 440 637</box>
punjab-kicker: विपक्षी दलों ने कहा- <box>802 101 999 134</box>
statement-item <box>740 839 1061 964</box>
statement-lead: शिरोमणि <box>1078 948 1116 963</box>
statement-body: प्रदेश के मुख्यमंत्री सुखविंदर सिंह सुक्खू ने कहा है कि पंजाब केसरी ग्रुप पर पंजाब सरकार की कार्रवाई निंदनीय है। उन्होंने कहा कि मीडिया को डराना आम जनता की आवाज को दबाने के समान है। <box>740 746 987 807</box>
right-region <box>718 88 1420 2468</box>
statement-body: साहिब से कांग्रेस के सांसद डॉ. अमर सिंह ने कहा कि लोगों की आवाज दबाने का प्रयास मत करो। मैं पंजाब के राज्यपाल से इस मामले में तुरंत संज्ञान लेने की मांग करता हूं। यदि पंजाब के लोगों के हक की आवाज उठाने वाले बड़े मीडिया समूह को निशाना बनाया जा सकता है तो पंजाब के आम नागरिक के अधिकारों व सुरक्षा की क्या स्थिति होगी। <box>1078 1064 1398 1171</box>
statement-lead: सिरसा <box>740 986 767 1001</box>
x-rules-para: नई दिल्ली, 15 जनवरी (एजेंसी): सोशल मीडिया प्लेटफॉर्म ‘एक्स’ ने अश्लील और आपत्तिजनक कंटेंट को लेकर बढ़ती चिंताओं के बीच अपने नियमों को और सख्त कर दिया है। कंपनी ने अपने कृत्रिम बुद्धिमत्ता (एआई.) चैटबॉट ‘ग्रोक’ के लिए नए सुरक्षा नियम लागू किए हैं, जिनका उद्देश्य उपभोक्ता सुरक्षा सुनिश्चित करना और कानूनी प्रावधानों का पालन करना है। <box>1252 2131 1420 2310</box>
murmu-para: राष्ट्रपति ने नारी शक्ति के महत्व पर जोर देते हुए कहा कि महिलाओं को हर क्षेत्र में प्रोत्साहित करना राष्ट्र और समाज के लिए आवश्यक है। उन्होंने यह देखकर खुशी जताई कि स्वर्ण पदक पाने वाले 17 विद्यार्थियों में 16 छात्राएं थीं और कहा, “हर जगह बेटियां ही आगे हैं।” राष्ट्रपति ने विद्यार्थियों को राष्ट्र सेवा, नवाचार और नैतिक मूल्यों के साथ आगे बढ़ने का संदेश दिया और शिक्षा को केवल रोजगार का साधन नहीं, बल्कि राष्ट्र निर्माण की शक्ति बताया। इस अवसर पर पंजाब के राज्यपाल और विश्वविद्यालय के चांसलर गुलाब चंद कटारिया, शिक्षा मंत्री हरजोत सिंह बैंस, कैबिनेट मंत्री हरभजन सिंह ई.टी.ओ., विश्वविद्यालय के उपकुलपति प्रो. कर्मजीत सिंह और अन्य गण्यमान्य व्यक्ति उपस्थित थे। समारोह में 2 प्रतिष्ठित व्यक्तित्वों राज्यसभा सांसद डॉ. विक्रमजीत सिंह साहनी और अमरीका स्थित अलर्ट एंटरप्राइज इंक. के सी.ई.ओ. जसवीर गिल को मानद डॉक्टरेट उपधि प्रदान की गई। <box>377 2127 708 2468</box>
punjab-right-column <box>1069 98 1406 2039</box>
murmu-story <box>377 2012 708 2468</box>
statement-lead: भाजपा <box>1152 526 1182 541</box>
statement-lead: सुखजिंदर <box>814 1607 854 1622</box>
mahakal-headline: महाकालेश्वर मंदिर की वेबसाइट का लोकार्पण <box>327 1334 671 1361</box>
statement-body: कौर बादल ने कहा कि पंजाब की आम आदमी पार्टी सरकार ने मीडिया पर कार्रवाई का सबसे निचला स्तर दिखाते हुए पंजाब के सबसे ज्यादा प्रतिष्ठित मीडिया हाऊस पंजाब केसरी की प्रैसों व होटल पर मारे हैं। शिरोमणि अकाली दल इस मामले में पंजाब केसरी समूह के साथ है और आम आदमी पार्टी की सरकार ने पंजाब में अघोषित आपातकाल लगा दिया है। <box>1078 138 1324 245</box>
statement-lead: केंद्रीय <box>814 1363 839 1378</box>
portrait-photo <box>740 638 808 722</box>
statement-headline: मीडिया ही लोकतंत्र है, हमला निंदनीय : प्रताप बाजवा <box>763 1826 1038 1845</box>
statement-lead: अकाली <box>814 408 846 423</box>
statement-lead: पंजाब <box>814 1117 839 1132</box>
statement-lead: हरियाणा <box>1078 1814 1114 1829</box>
portrait-photo <box>993 989 1061 1073</box>
ed-headline: पूर्व कैबिनेट मंत्री चौधरी महेंद्र प्रताप के घर पर ईडी की रेड <box>915 2058 1223 2179</box>
statement-headline: मीडिया जनता की असली आवाज, उसे दबाया नहीं जा सकता : अभय चौटाला <box>1080 1630 1396 1666</box>
portrait-photo <box>740 1365 808 1449</box>
labour-mohan-row <box>12 951 708 1434</box>
page-header <box>0 0 1429 88</box>
